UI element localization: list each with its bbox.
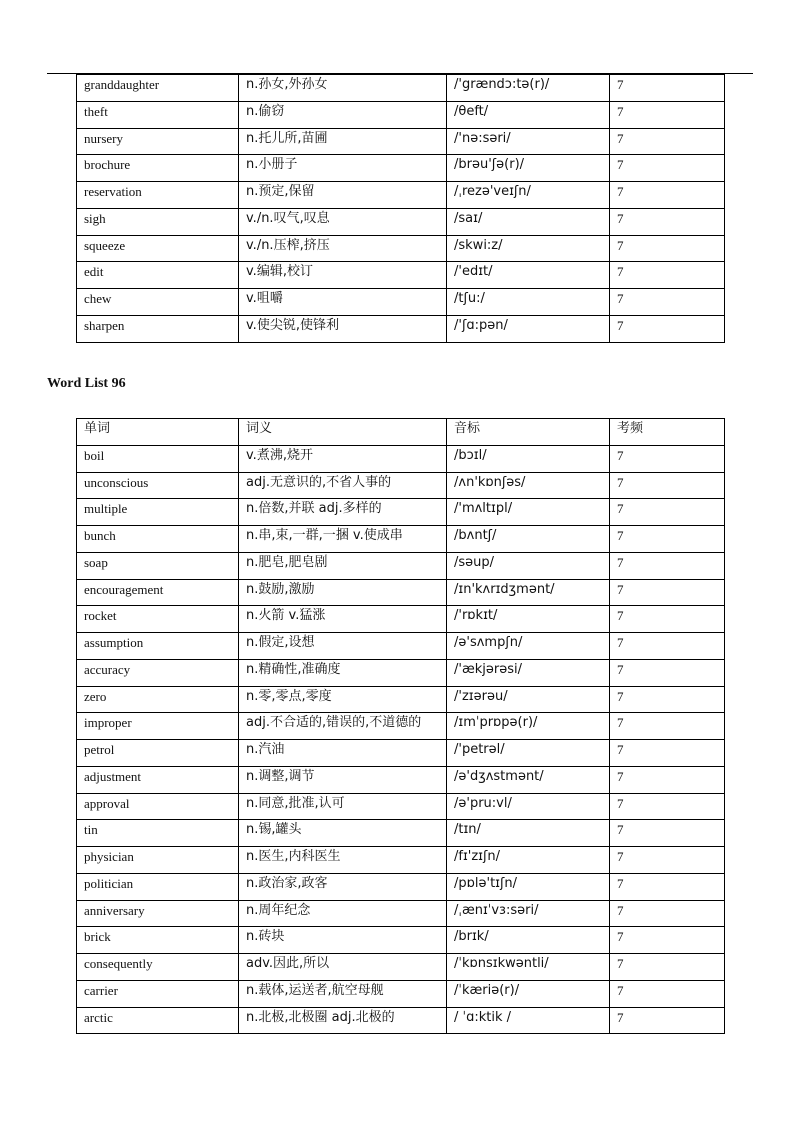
header-frequency: 考频	[610, 419, 725, 446]
frequency-cell: 7	[610, 75, 725, 102]
phonetic-cell: /ə'sʌmpʃn/	[447, 633, 610, 660]
meaning-cell: adv.因此,所以	[239, 954, 447, 981]
frequency-cell: 7	[610, 499, 725, 526]
frequency-cell: 7	[610, 873, 725, 900]
phonetic-cell: /bʌntʃ/	[447, 526, 610, 553]
meaning-cell: v.编辑,校订	[239, 262, 447, 289]
phonetic-cell: /ɪn'kʌrɪdʒmənt/	[447, 579, 610, 606]
meaning-cell: n.串,束,一群,一捆 v.使成串	[239, 526, 447, 553]
meaning-cell: n.零,零点,零度	[239, 686, 447, 713]
meaning-cell: n.倍数,并联 adj.多样的	[239, 499, 447, 526]
table-row	[77, 128, 725, 155]
table-row	[77, 579, 725, 606]
word-cell: soap	[77, 552, 239, 579]
phonetic-cell: /brəu'ʃə(r)/	[447, 155, 610, 182]
word-cell: theft	[77, 101, 239, 128]
table-row	[77, 101, 725, 128]
meaning-cell: n.调整,调节	[239, 766, 447, 793]
meaning-cell: n.周年纪念	[239, 900, 447, 927]
word-cell: physician	[77, 847, 239, 874]
table-row	[77, 208, 725, 235]
word-cell: adjustment	[77, 766, 239, 793]
meaning-cell: n.孙女,外孙女	[239, 75, 447, 102]
table-row	[77, 980, 725, 1007]
meaning-cell: n.北极,北极圈 adj.北极的	[239, 1007, 447, 1034]
meaning-cell: n.偷窃	[239, 101, 447, 128]
frequency-cell: 7	[610, 740, 725, 767]
table-row	[77, 659, 725, 686]
frequency-cell: 7	[610, 208, 725, 235]
phonetic-cell: /'ʃɑ:pən/	[447, 315, 610, 342]
phonetic-cell: /'ækjərəsi/	[447, 659, 610, 686]
meaning-cell: v.使尖锐,使锋利	[239, 315, 447, 342]
table-row	[77, 820, 725, 847]
meaning-cell: n.锡,罐头	[239, 820, 447, 847]
table-row	[77, 873, 725, 900]
frequency-cell: 7	[610, 954, 725, 981]
word-cell: brick	[77, 927, 239, 954]
table-row	[77, 954, 725, 981]
frequency-cell: 7	[610, 101, 725, 128]
phonetic-cell: /tɪn/	[447, 820, 610, 847]
meaning-cell: n.肥皂,肥皂剧	[239, 552, 447, 579]
table-row	[77, 499, 725, 526]
phonetic-cell: /ˌænɪˈvɜ:səri/	[447, 900, 610, 927]
word-cell: encouragement	[77, 579, 239, 606]
table-row	[77, 713, 725, 740]
word-cell: sharpen	[77, 315, 239, 342]
word-cell: brochure	[77, 155, 239, 182]
word-cell: tin	[77, 820, 239, 847]
phonetic-cell: /fɪ'zɪʃn/	[447, 847, 610, 874]
table-row	[77, 606, 725, 633]
table-row	[77, 262, 725, 289]
phonetic-cell: /skwi:z/	[447, 235, 610, 262]
meaning-cell: n.砖块	[239, 927, 447, 954]
meaning-cell: n.医生,内科医生	[239, 847, 447, 874]
frequency-cell: 7	[610, 1007, 725, 1034]
frequency-cell: 7	[610, 766, 725, 793]
phonetic-cell: /tʃu:/	[447, 289, 610, 316]
table-row	[77, 766, 725, 793]
frequency-cell: 7	[610, 128, 725, 155]
table-row	[77, 552, 725, 579]
meaning-cell: n.鼓励,激励	[239, 579, 447, 606]
frequency-cell: 7	[610, 182, 725, 209]
header-phonetic: 音标	[447, 419, 610, 446]
word-cell: rocket	[77, 606, 239, 633]
frequency-cell: 7	[610, 980, 725, 1007]
phonetic-cell: /pɒlə'tɪʃn/	[447, 873, 610, 900]
meaning-cell: n.同意,批准,认可	[239, 793, 447, 820]
frequency-cell: 7	[610, 445, 725, 472]
phonetic-cell: /ə'pru:vl/	[447, 793, 610, 820]
word-cell: bunch	[77, 526, 239, 553]
table-row	[77, 75, 725, 102]
phonetic-cell: /ʌn'kɒnʃəs/	[447, 472, 610, 499]
meaning-cell: n.政治家,政客	[239, 873, 447, 900]
frequency-cell: 7	[610, 927, 725, 954]
frequency-cell: 7	[610, 526, 725, 553]
word-cell: anniversary	[77, 900, 239, 927]
meaning-cell: v./n.叹气,叹息	[239, 208, 447, 235]
phonetic-cell: /ɪmˈprɒpə(r)/	[447, 713, 610, 740]
meaning-cell: v.咀嚼	[239, 289, 447, 316]
word-cell: edit	[77, 262, 239, 289]
meaning-cell: n.汽油	[239, 740, 447, 767]
section-title-word-list-96: Word List 96	[47, 376, 126, 391]
phonetic-cell: /saɪ/	[447, 208, 610, 235]
phonetic-cell: /brɪk/	[447, 927, 610, 954]
frequency-cell: 7	[610, 155, 725, 182]
frequency-cell: 7	[610, 713, 725, 740]
meaning-cell: n.精确性,准确度	[239, 659, 447, 686]
word-cell: zero	[77, 686, 239, 713]
phonetic-cell: /'nə:səri/	[447, 128, 610, 155]
frequency-cell: 7	[610, 262, 725, 289]
table-row	[77, 686, 725, 713]
frequency-cell: 7	[610, 820, 725, 847]
word-cell: arctic	[77, 1007, 239, 1034]
table-row	[77, 900, 725, 927]
word-cell: multiple	[77, 499, 239, 526]
table-row	[77, 235, 725, 262]
phonetic-cell: /ə'dʒʌstmənt/	[447, 766, 610, 793]
word-table-continued-body	[77, 75, 725, 343]
word-cell: nursery	[77, 128, 239, 155]
table-row	[77, 1007, 725, 1034]
phonetic-cell: / ˈɑ:ktik /	[447, 1007, 610, 1034]
phonetic-cell: /ˈkɒnsɪkwəntli/	[447, 954, 610, 981]
phonetic-cell: /'grændɔ:tə(r)/	[447, 75, 610, 102]
phonetic-cell: /bɔɪl/	[447, 445, 610, 472]
meaning-cell: n.火箭 v.猛涨	[239, 606, 447, 633]
frequency-cell: 7	[610, 900, 725, 927]
frequency-cell: 7	[610, 793, 725, 820]
word-cell: granddaughter	[77, 75, 239, 102]
meaning-cell: adj.无意识的,不省人事的	[239, 472, 447, 499]
frequency-cell: 7	[610, 579, 725, 606]
meaning-cell: adj.不合适的,错误的,不道德的	[239, 713, 447, 740]
word-cell: assumption	[77, 633, 239, 660]
meaning-cell: n.假定,设想	[239, 633, 447, 660]
word-table-continued	[76, 74, 725, 343]
word-cell: boil	[77, 445, 239, 472]
frequency-cell: 7	[610, 472, 725, 499]
phonetic-cell: /'rɒkɪt/	[447, 606, 610, 633]
phonetic-cell: /'petrəl/	[447, 740, 610, 767]
meaning-cell: v./n.压榨,挤压	[239, 235, 447, 262]
frequency-cell: 7	[610, 633, 725, 660]
meaning-cell: n.小册子	[239, 155, 447, 182]
table-row	[77, 155, 725, 182]
header-word: 单词	[77, 419, 239, 446]
meaning-cell: n.载体,运送者,航空母舰	[239, 980, 447, 1007]
phonetic-cell: /ˌrezə'veɪʃn/	[447, 182, 610, 209]
frequency-cell: 7	[610, 289, 725, 316]
word-cell: improper	[77, 713, 239, 740]
meaning-cell: n.托儿所,苗圃	[239, 128, 447, 155]
word-table-96	[76, 418, 725, 1034]
phonetic-cell: /'mʌltɪpl/	[447, 499, 610, 526]
header-meaning: 词义	[239, 419, 447, 446]
word-cell: petrol	[77, 740, 239, 767]
meaning-cell: v.煮沸,烧开	[239, 445, 447, 472]
frequency-cell: 7	[610, 847, 725, 874]
table-row	[77, 445, 725, 472]
table-row	[77, 289, 725, 316]
table-row	[77, 927, 725, 954]
frequency-cell: 7	[610, 606, 725, 633]
table-row	[77, 526, 725, 553]
word-cell: sigh	[77, 208, 239, 235]
table-row	[77, 182, 725, 209]
table-row	[77, 633, 725, 660]
phonetic-cell: /'edɪt/	[447, 262, 610, 289]
word-cell: consequently	[77, 954, 239, 981]
word-table-96-body	[77, 419, 725, 1034]
table-row	[77, 740, 725, 767]
frequency-cell: 7	[610, 552, 725, 579]
table-row	[77, 472, 725, 499]
phonetic-cell: /'zɪərəu/	[447, 686, 610, 713]
word-cell: accuracy	[77, 659, 239, 686]
table-header-row	[77, 419, 725, 446]
word-cell: reservation	[77, 182, 239, 209]
frequency-cell: 7	[610, 686, 725, 713]
frequency-cell: 7	[610, 235, 725, 262]
table-row	[77, 315, 725, 342]
phonetic-cell: /ˈkæriə(r)/	[447, 980, 610, 1007]
word-cell: unconscious	[77, 472, 239, 499]
frequency-cell: 7	[610, 659, 725, 686]
word-cell: politician	[77, 873, 239, 900]
table-row	[77, 793, 725, 820]
meaning-cell: n.预定,保留	[239, 182, 447, 209]
word-cell: chew	[77, 289, 239, 316]
phonetic-cell: /θeft/	[447, 101, 610, 128]
word-cell: squeeze	[77, 235, 239, 262]
word-cell: carrier	[77, 980, 239, 1007]
frequency-cell: 7	[610, 315, 725, 342]
phonetic-cell: /səup/	[447, 552, 610, 579]
word-cell: approval	[77, 793, 239, 820]
table-row	[77, 847, 725, 874]
